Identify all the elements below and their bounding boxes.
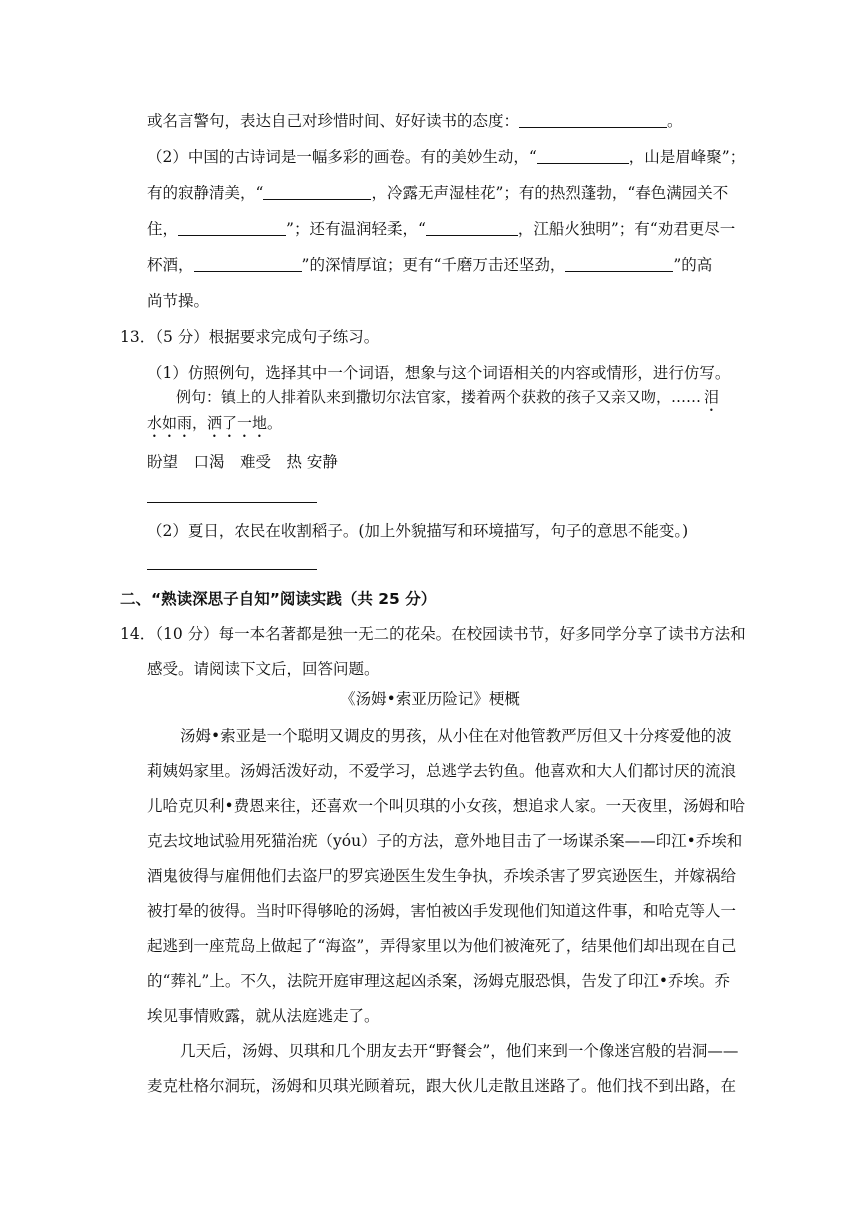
q12-2-line-5: 尚节操。 (147, 292, 210, 310)
passage-line: 莉姨妈家里。汤姆活泼好动，不爱学习，总逃学去钓鱼。他喜欢和大人们都讨厌的流浪 (147, 762, 737, 780)
passage-line: 的“葬礼”上。不久，法院开庭审理这起凶杀案，汤姆克服恐惧，告发了印江•乔埃。乔 (147, 972, 730, 990)
answer-blank[interactable] (263, 183, 371, 200)
passage-line: 几天后，汤姆、贝琪和几个朋友去开“野餐会”，他们来到一个像迷宫般的岩洞—— (180, 1042, 739, 1060)
q14-line-1: 14．（10 分）每一本名著都是独一无二的花朵。在校园读书节，好多同学分享了读书方法和 (120, 625, 746, 643)
q13-example-line-2: 水如雨，洒了一地。 (147, 414, 283, 432)
q13-part1-prompt: （1）仿照例句，选择其中一个词语，想象与这个词语相关的内容或情形，进行仿写。 (147, 364, 731, 382)
passage-line: 克去坟地试验用死猫治疣（yóu）子的方法，意外地目击了一场谋杀案——印江•乔埃和 (147, 832, 743, 850)
answer-blank[interactable] (519, 111, 667, 128)
answer-blank[interactable] (194, 255, 302, 272)
q13-word-options: 盼望 口渴 难受 热 安静 (147, 453, 338, 471)
answer-line[interactable] (147, 569, 317, 570)
answer-blank[interactable] (537, 147, 629, 164)
passage-line: 埃见事情败露，就从法庭逃走了。 (147, 1007, 380, 1025)
answer-blank[interactable] (426, 219, 518, 236)
answer-blank[interactable] (178, 219, 286, 236)
q12-2-line-3: 住， ”；还有温润轻柔，“ ，江船火独明”；有“劝君更尽一 (147, 220, 736, 238)
passage-line: 儿哈克贝利•费恩来往，还喜欢一个叫贝琪的小女孩，想追求人家。一天夜里，汤姆和哈 (147, 797, 746, 815)
answer-blank[interactable] (565, 255, 673, 272)
q12-2-line-1: （2）中国的古诗词是一幅多彩的画卷。有的美妙生动，“ ，山是眉峰聚”； (147, 148, 746, 166)
passage-line: 麦克杜格尔洞玩，汤姆和贝琪光顾着玩，跟大伙儿走散且迷路了。他们找不到出路，在 (147, 1077, 737, 1095)
q13-part2-prompt: （2）夏日，农民在收割稻子。(加上外貌描写和环境描写，句子的意思不能变。) (147, 522, 689, 540)
passage-line: 起逃到一座荒岛上做起了“海盗”，弄得家里以为他们被淹死了，结果他们却出现在自己 (147, 937, 737, 955)
answer-line[interactable] (147, 502, 317, 503)
passage-line: 汤姆•索亚是一个聪明又调皮的男孩，从小住在对他管教严厉但又十分疼爱他的波 (180, 727, 732, 745)
q12-1-continuation: 或名言警句，表达自己对珍惜时间、好好读书的态度： 。 (147, 112, 683, 130)
q13-heading: 13．（5 分）根据要求完成句子练习。 (120, 328, 380, 346)
q14-line-2: 感受。请阅读下文后，回答问题。 (147, 660, 380, 678)
q13-example-line-1: 例句：镇上的人排着队来到撒切尔法官家，搂着两个获救的孩子又亲又吻，…… 泪 (176, 388, 720, 406)
section-heading: 二、“熟读深思子自知”阅读实践（共 25 分） (120, 590, 437, 608)
passage-line: 酒鬼彼得与雇佣他们去盗尸的罗宾逊医生发生争执，乔埃杀害了罗宾逊医生，并嫁祸给 (147, 867, 737, 885)
q12-2-line-2: 有的寂静清美，“ ，冷露无声湿桂花”；有的热烈蓬勃，“春色满园关不 (147, 184, 729, 202)
passage-title: 《汤姆•索亚历险记》梗概 (340, 690, 520, 708)
q12-2-line-4: 杯酒， ”的深情厚谊；更有“千磨万击还坚劲， ”的高 (147, 256, 713, 274)
passage-line: 被打晕的彼得。当时吓得够呛的汤姆，害怕被凶手发现他们知道这件事，和哈克等人一 (147, 902, 737, 920)
